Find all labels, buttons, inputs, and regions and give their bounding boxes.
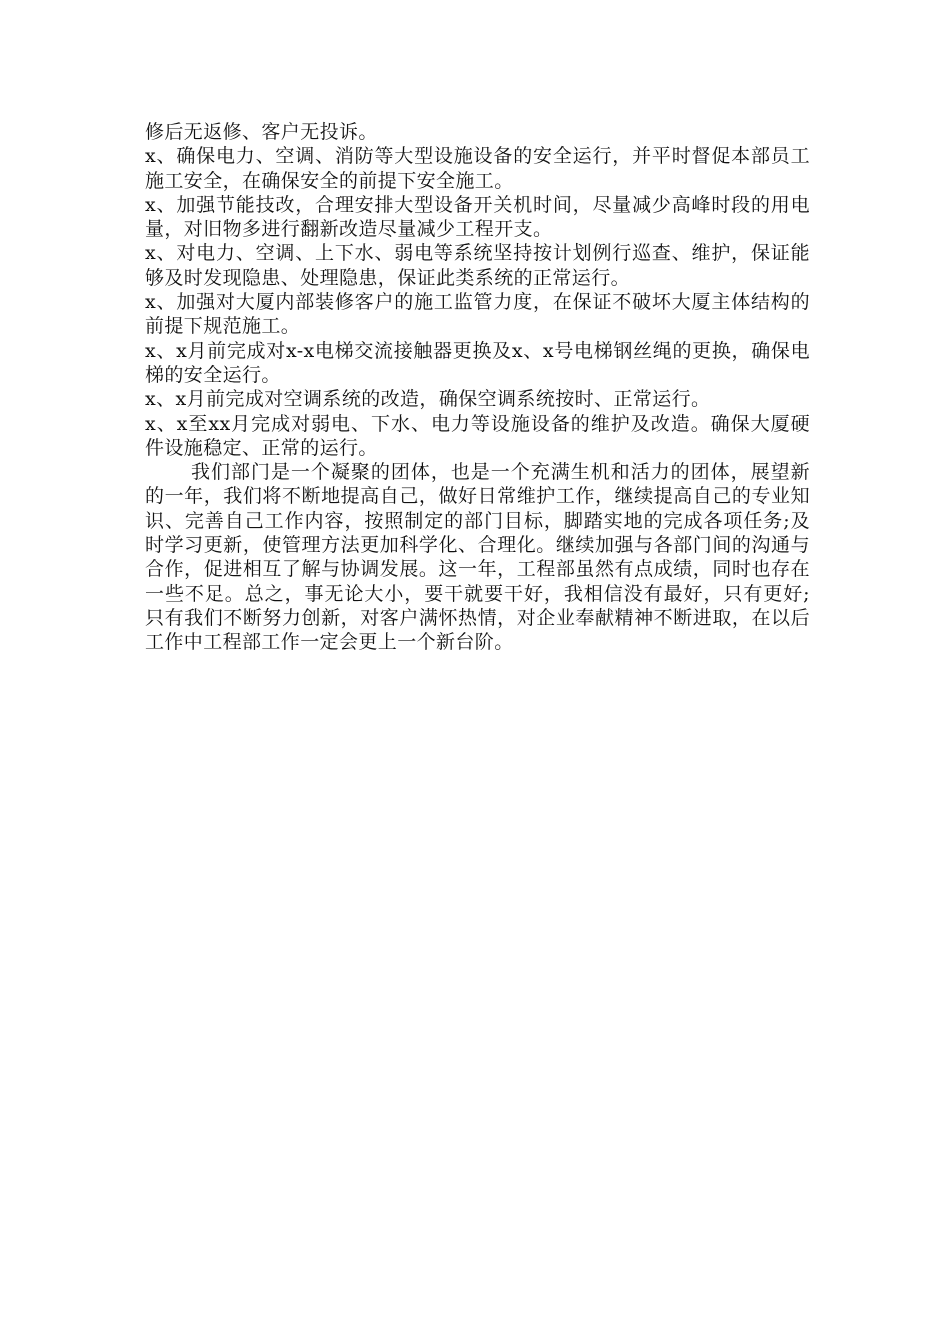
list-item-aircon-upgrade: x、x月前完成对空调系统的改造，确保空调系统按时、正常运行。 [145, 388, 711, 411]
closing-paragraph: 我们部门是一个凝聚的团体，也是一个充满生机和活力的团体，展望新的一年，我们将不断地提高自己，做好日常维护工作，继续提高自己的专业知识、完善自己工作内容，按照制定的部门目标，脚踏实地的完成各项任务;及时学习更新，使管理方法更加科学化、合理化。继续加强与各部门间的沟通与合作，促进相互了解与协调发展。这一年，工程部虽然有点成绩，同时也存在一些不足。总之，事无论大小，要干就要干好，我相信没有最好，只有更好;只有我们不断努力创新，对客户满怀热情，对企业奉献精神不断进取，在以后工作中工程部工作一定会更上一个新台阶。 [145, 461, 810, 654]
document-body [145, 120, 810, 655]
list-item-facility-safety: x、确保电力、空调、消防等大型设施设备的安全运行，并平时督促本部员工施工安全，在确保安全的前提下安全施工。 [145, 145, 810, 192]
list-item-facility-maintenance: x、x至xx月完成对弱电、下水、电力等设施设备的维护及改造。确保大厦硬件设施稳定、正常的运行。 [145, 412, 810, 459]
list-item-system-inspection: x、对电力、空调、上下水、弱电等系统坚持按计划例行巡查、维护，保证能够及时发现隐患、处理隐患，保证此类系统的正常运行。 [145, 242, 810, 289]
paragraph-continuation: 修后无返修、客户无投诉。 [145, 121, 378, 143]
list-item-elevator-maintenance: x、x月前完成对x-x电梯交流接触器更换及x、x号电梯钢丝绳的更换，确保电梯的安全运行。 [145, 339, 810, 386]
list-item-energy-saving: x、加强节能技改，合理安排大型设备开关机时间，尽量减少高峰时段的用电量，对旧物多进行翻新改造尽量减少工程开支。 [145, 193, 810, 241]
list-item-renovation-supervision: x、加强对大厦内部装修客户的施工监管力度，在保证不破坏大厦主体结构的前提下规范施工。 [145, 291, 810, 338]
